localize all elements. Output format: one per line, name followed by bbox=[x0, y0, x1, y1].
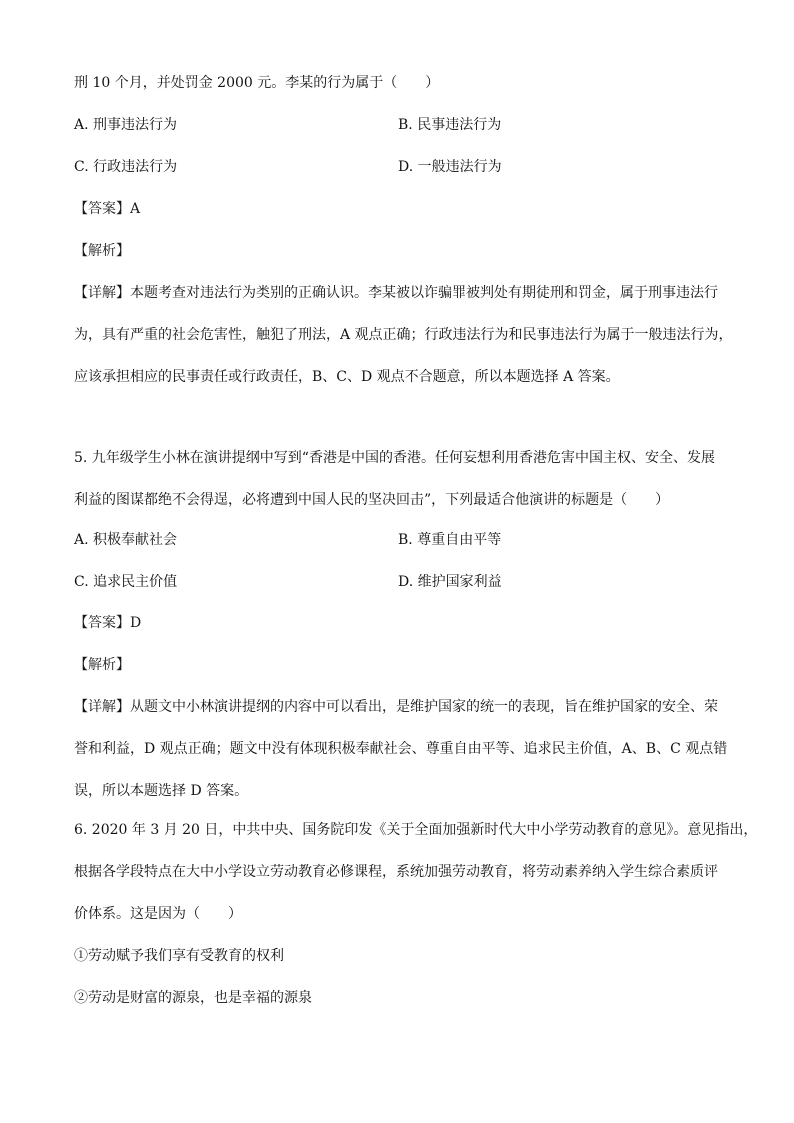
q6-stem-line: 6. 2020 年 3 月 20 日，中共中央、国务院印发《关于全面加强新时代大中小学劳动教育的意见》。意见指出， bbox=[74, 822, 758, 838]
q5-detail-line: 誉和利益，D 观点正确；题文中没有体现积极奉献社会、尊重自由平等、追求民主价值，A、B、C 观点错 bbox=[74, 741, 728, 757]
q5-stem-line: 利益的图谋都绝不会得逞，必将遭到中国人民的坚决回击”，下列最适合他演讲的标题是（ ） bbox=[74, 492, 670, 508]
q4-option-b: B. 民事违法行为 bbox=[398, 117, 502, 133]
q5-option-a: A. 积极奉献社会 bbox=[74, 532, 178, 548]
q4-detail-line: 应该承担相应的民事责任或行政责任，B、C、D 观点不合题意，所以本题选择 A 答案。 bbox=[74, 369, 620, 385]
q5-answer: 【答案】D bbox=[74, 615, 142, 631]
q5-detail-line: 【详解】从题文中小林演讲提纲的内容中可以看出，是维护国家的统一的表现，旨在维护国家的安全、荣 bbox=[74, 699, 718, 715]
q5-option-c: C. 追求民主价值 bbox=[74, 574, 178, 590]
q6-stem-line: 根据各学段特点在大中小学设立劳动教育必修课程，系统加强劳动教育，将劳动素养纳入学生综合素质评 bbox=[74, 864, 718, 880]
q4-option-d: D. 一般违法行为 bbox=[398, 159, 502, 175]
q5-stem-line: 5. 九年级学生小林在演讲提纲中写到“香港是中国的香港。任何妄想利用香港危害中国主权、安全、发展 bbox=[74, 450, 715, 466]
q4-detail-line: 【详解】本题考查对违法行为类别的正确认识。李某被以诈骗罪被判处有期徒刑和罚金，属于刑事违法行 bbox=[74, 285, 718, 301]
q6-item: ②劳动是财富的源泉，也是幸福的源泉 bbox=[74, 990, 312, 1006]
q6-item: ①劳动赋予我们享有受教育的权利 bbox=[74, 948, 284, 964]
q4-analysis-label: 【解析】 bbox=[74, 243, 130, 259]
q4-option-a: A. 刑事违法行为 bbox=[74, 117, 178, 133]
q6-stem-line: 价体系。这是因为（ ） bbox=[74, 906, 242, 922]
q5-option-d: D. 维护国家利益 bbox=[398, 574, 502, 590]
q5-analysis-label: 【解析】 bbox=[74, 657, 130, 673]
q4-stem-tail: 刑 10 个月，并处罚金 2000 元。李某的行为属于（ ） bbox=[74, 75, 440, 91]
q5-detail-line: 误，所以本题选择 D 答案。 bbox=[74, 783, 249, 799]
q4-option-c: C. 行政违法行为 bbox=[74, 159, 178, 175]
q5-option-b: B. 尊重自由平等 bbox=[398, 532, 502, 548]
q4-detail-line: 为，具有严重的社会危害性，触犯了刑法，A 观点正确；行政违法行为和民事违法行为属于一般违法行为， bbox=[74, 327, 733, 343]
q4-answer: 【答案】A bbox=[74, 201, 141, 217]
